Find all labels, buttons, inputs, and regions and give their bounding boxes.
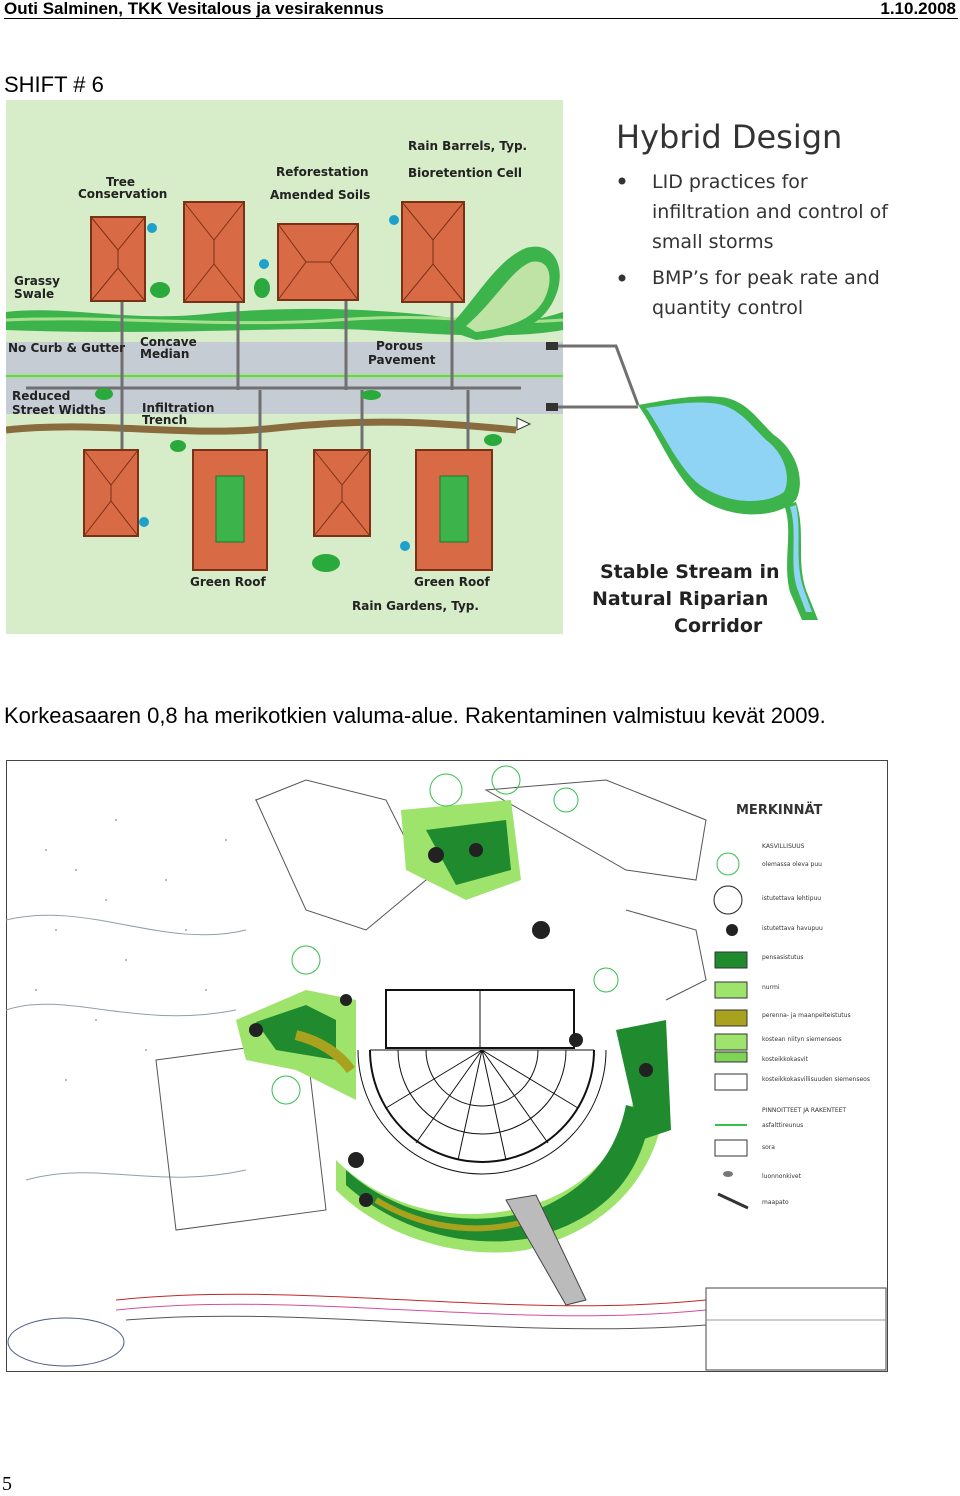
hybrid-bullet1-line1: LID practices for — [652, 171, 808, 193]
hybrid-bullet2-line2: quantity control — [652, 297, 804, 319]
legend-item4: pensasistutus — [762, 954, 804, 961]
legend-item6: perenna- ja maanpeiteistutus — [762, 1012, 851, 1019]
legend-item12: luonnonkivet — [762, 1173, 801, 1180]
legend-title: MERKINNÄT — [736, 803, 823, 818]
hybrid-bullet1-line3: small storms — [652, 231, 774, 253]
legend-item10: asfalttireunus — [762, 1122, 804, 1129]
legend-item7: kostean niityn siemenseos — [762, 1036, 842, 1043]
page-header — [4, 0, 958, 19]
title-block — [706, 1288, 886, 1370]
legend-item8: kosteikkokasvit — [762, 1056, 808, 1063]
bullet-2 — [619, 275, 626, 282]
label-reforestation: Reforestation — [276, 165, 369, 179]
legend-pinnoitteet: PINNOITTEET JA RAKENTEET — [762, 1107, 847, 1114]
figure-caption: Korkeasaaren 0,8 ha merikotkien valuma-alue. Rakentaminen valmistuu kevät 2009. — [4, 703, 826, 728]
label-stable-stream-1: Stable Stream in — [600, 561, 780, 583]
legend-item1: olemassa oleva puu — [762, 861, 822, 868]
label-infiltration-trench-2: Trench — [142, 413, 188, 427]
label-green-roof-b: Green Roof — [414, 575, 490, 589]
label-stable-stream-2: Natural Riparian — [592, 588, 769, 610]
label-concave-median-2: Median — [140, 347, 190, 361]
label-porous-pavement-1: Porous — [376, 339, 423, 353]
hybrid-title: Hybrid Design — [616, 118, 843, 156]
header-author: Outi Salminen, TKK Vesitalous ja vesirakennus — [4, 0, 384, 18]
legend-item3: istutettava havupuu — [762, 925, 823, 932]
label-stable-stream-3: Corridor — [674, 615, 763, 634]
label-concave-median-1: Concave — [140, 335, 197, 349]
label-tree-conservation-1: Tree — [106, 175, 136, 189]
label-green-roof-a: Green Roof — [190, 575, 266, 589]
hybrid-design-figure — [6, 100, 954, 634]
label-amended-soils: Amended Soils — [270, 188, 371, 202]
legend-item5: nurmi — [762, 984, 780, 991]
label-no-curb: No Curb & Gutter — [8, 341, 126, 355]
label-grassy-swale-1: Grassy — [14, 274, 60, 288]
label-rain-gardens: Rain Gardens, Typ. — [352, 599, 479, 613]
legend-item2: istutettava lehtipuu — [762, 895, 822, 902]
label-tree-conservation-2: Conservation — [78, 187, 168, 201]
legend-kasvillisuus: KASVILLISUUS — [762, 843, 805, 850]
header-date: 1.10.2008 — [880, 0, 956, 18]
label-rain-barrels: Rain Barrels, Typ. — [408, 139, 528, 153]
label-reduced-street-1: Reduced — [12, 389, 71, 403]
label-porous-pavement-2: Pavement — [368, 353, 436, 367]
hybrid-bullet1-line2: infiltration and control of — [652, 201, 888, 223]
legend-item13: maapato — [762, 1199, 789, 1206]
label-reduced-street-2: Street Widths — [12, 403, 106, 417]
hybrid-bullet2-line1: BMP’s for peak rate and — [652, 267, 880, 289]
site-plan-figure — [6, 760, 888, 1372]
lake — [8, 1318, 124, 1366]
legend-item11: sora — [762, 1144, 775, 1151]
legend-item9: kosteikkokasvillisuuden siemenseos — [762, 1076, 870, 1083]
page-number: 5 — [2, 1473, 12, 1495]
stream — [784, 502, 818, 620]
label-infiltration-trench-1: Infiltration — [142, 401, 215, 415]
label-grassy-swale-2: Swale — [14, 287, 55, 301]
shift-title: SHIFT # 6 — [4, 72, 104, 97]
bullet-1 — [619, 178, 626, 185]
label-bioretention: Bioretention Cell — [408, 166, 522, 180]
